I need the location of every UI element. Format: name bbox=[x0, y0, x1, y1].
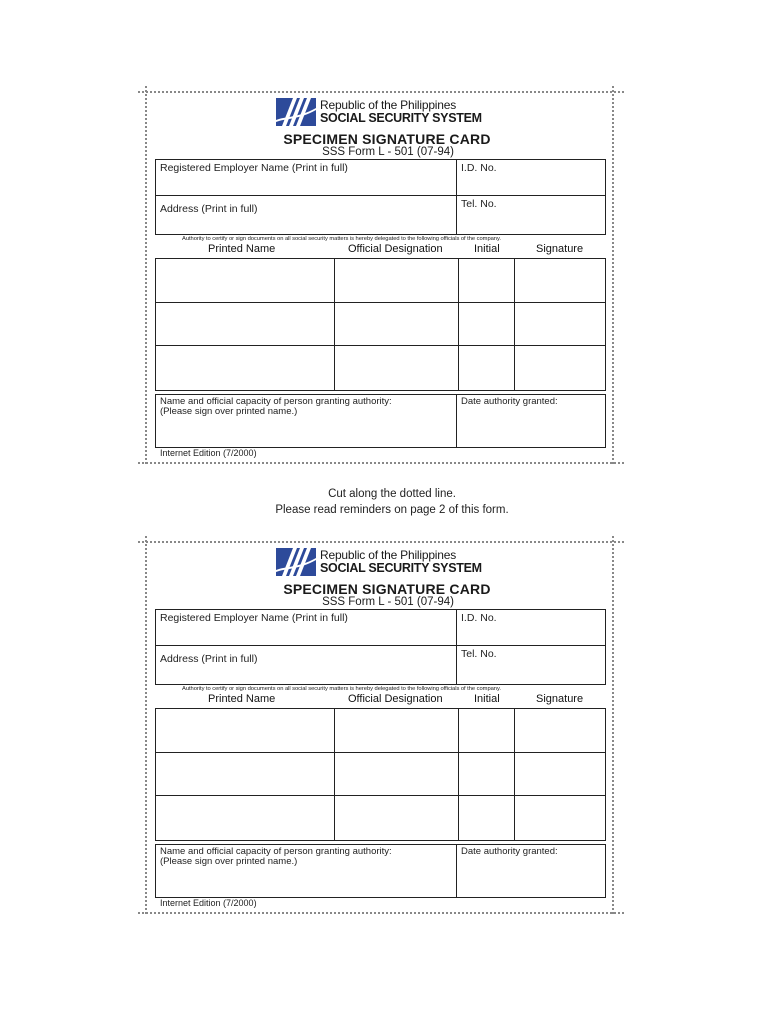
cut-instruction: Cut along the dotted line. bbox=[328, 488, 456, 500]
tel-number-label: Tel. No. bbox=[461, 648, 497, 660]
col-header-official-designation: Official Designation bbox=[348, 693, 443, 705]
cut-line-bottom bbox=[138, 912, 624, 914]
col-header-printed-name: Printed Name bbox=[208, 243, 276, 255]
date-granted-field[interactable] bbox=[456, 394, 606, 448]
tel-number-field[interactable] bbox=[456, 645, 606, 685]
table-row-divider bbox=[156, 302, 605, 303]
org-line-2: SOCIAL SECURITY SYSTEM bbox=[320, 111, 482, 125]
col-header-signature: Signature bbox=[536, 243, 584, 255]
grantor-field[interactable] bbox=[155, 394, 457, 448]
sss-logo-icon bbox=[276, 548, 316, 576]
address-label: Address (Print in full) bbox=[160, 203, 258, 215]
card-header bbox=[138, 96, 624, 158]
grantor-label-1: Name and official capacity of person granting authority: bbox=[160, 396, 392, 407]
org-line-1: Republic of the Philippines bbox=[320, 98, 457, 112]
table-row-divider bbox=[156, 795, 605, 796]
col-header-printed-name: Printed Name bbox=[208, 693, 276, 705]
tel-number-field[interactable] bbox=[456, 195, 606, 235]
cut-line-top bbox=[138, 91, 624, 93]
table-row-divider bbox=[156, 345, 605, 346]
org-line-2: SOCIAL SECURITY SYSTEM bbox=[320, 561, 482, 575]
signature-card-1 bbox=[138, 86, 624, 464]
table-row-divider bbox=[156, 752, 605, 753]
edition-note: Internet Edition (7/2000) bbox=[160, 448, 257, 458]
table-divider bbox=[514, 259, 515, 390]
grantor-label-1: Name and official capacity of person granting authority: bbox=[160, 846, 392, 857]
employer-name-field[interactable] bbox=[155, 609, 457, 646]
tel-number-label: Tel. No. bbox=[461, 198, 497, 210]
id-number-field[interactable] bbox=[456, 159, 606, 196]
card-header bbox=[138, 546, 624, 608]
date-granted-label: Date authority granted: bbox=[461, 846, 558, 857]
authority-statement: Authority to certify or sign documents on all social security matters is hereby delegated to the following officials of the company. bbox=[182, 236, 501, 242]
org-line-1: Republic of the Philippines bbox=[320, 548, 457, 562]
sss-logo-icon bbox=[276, 98, 316, 126]
cut-line-top bbox=[138, 541, 624, 543]
employer-name-label: Registered Employer Name (Print in full) bbox=[160, 162, 348, 174]
id-number-label: I.D. No. bbox=[461, 162, 497, 174]
table-divider bbox=[334, 259, 335, 390]
table-divider bbox=[334, 709, 335, 840]
table-divider bbox=[458, 709, 459, 840]
grantor-label-2: (Please sign over printed name.) bbox=[160, 406, 298, 417]
employer-name-field[interactable] bbox=[155, 159, 457, 196]
col-header-initial: Initial bbox=[474, 693, 500, 705]
grantor-field[interactable] bbox=[155, 844, 457, 898]
officials-table[interactable] bbox=[155, 258, 606, 391]
card-title: SPECIMEN SIGNATURE CARD bbox=[283, 131, 491, 147]
officials-table[interactable] bbox=[155, 708, 606, 841]
address-label: Address (Print in full) bbox=[160, 653, 258, 665]
form-number: SSS Form L - 501 (07-94) bbox=[322, 596, 454, 608]
col-header-signature: Signature bbox=[536, 693, 584, 705]
authority-statement: Authority to certify or sign documents on all social security matters is hereby delegated to the following officials of the company. bbox=[182, 686, 501, 692]
address-field[interactable] bbox=[155, 195, 457, 235]
card-title: SPECIMEN SIGNATURE CARD bbox=[283, 581, 491, 597]
reminder-instruction: Please read reminders on page 2 of this form. bbox=[275, 504, 509, 516]
table-divider bbox=[514, 709, 515, 840]
table-divider bbox=[458, 259, 459, 390]
cut-line-bottom bbox=[138, 462, 624, 464]
employer-name-label: Registered Employer Name (Print in full) bbox=[160, 612, 348, 624]
grantor-label-2: (Please sign over printed name.) bbox=[160, 856, 298, 867]
date-granted-label: Date authority granted: bbox=[461, 396, 558, 407]
signature-card-2 bbox=[138, 536, 624, 914]
edition-note: Internet Edition (7/2000) bbox=[160, 898, 257, 908]
col-header-official-designation: Official Designation bbox=[348, 243, 443, 255]
date-granted-field[interactable] bbox=[456, 844, 606, 898]
col-header-initial: Initial bbox=[474, 243, 500, 255]
id-number-field[interactable] bbox=[456, 609, 606, 646]
id-number-label: I.D. No. bbox=[461, 612, 497, 624]
address-field[interactable] bbox=[155, 645, 457, 685]
form-number: SSS Form L - 501 (07-94) bbox=[322, 146, 454, 158]
